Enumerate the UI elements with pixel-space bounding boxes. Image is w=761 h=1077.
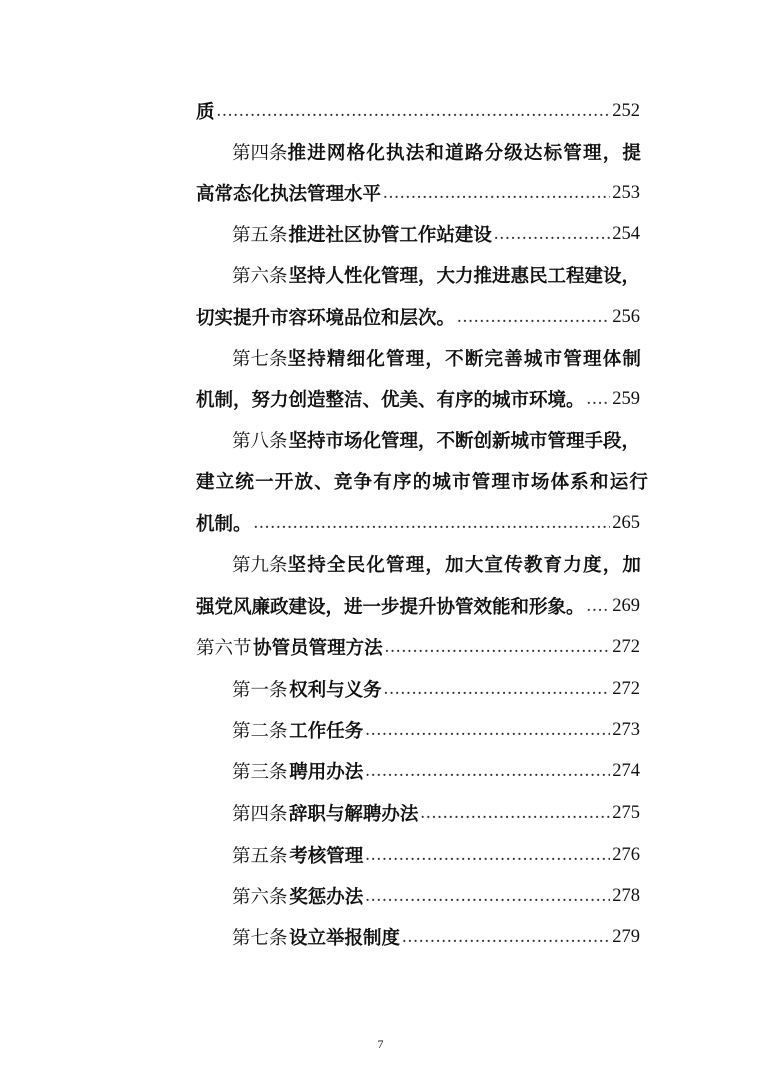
toc-leader <box>587 596 611 617</box>
toc-title: 机制。 <box>196 514 252 535</box>
toc-title: 质 <box>196 102 215 123</box>
toc-leader <box>365 761 610 782</box>
toc-line[interactable] <box>232 549 643 579</box>
toc-line[interactable] <box>232 260 640 290</box>
toc-leader <box>365 720 610 741</box>
toc-leader <box>217 101 611 122</box>
toc-line-section[interactable] <box>196 632 640 662</box>
toc-line[interactable] <box>196 508 640 538</box>
toc-title: 协管员管理方法 <box>253 638 383 659</box>
toc-line[interactable] <box>196 96 640 126</box>
toc-page: 273 <box>612 719 640 740</box>
toc-title: 坚持人性化管理，大力推进惠民工程建设， <box>288 266 640 287</box>
toc-article: 第一条 <box>232 680 288 701</box>
toc-line[interactable] <box>232 219 640 249</box>
toc-title: 机制，努力创造整洁、优美、有序的城市环境。 <box>196 390 585 411</box>
toc-page: 272 <box>612 636 640 657</box>
toc-line[interactable] <box>232 756 640 786</box>
toc-line[interactable] <box>232 715 640 745</box>
toc-article: 第九条 <box>232 555 288 576</box>
toc-line[interactable] <box>196 466 650 496</box>
toc-page: 274 <box>612 760 640 781</box>
toc-leader <box>494 224 610 245</box>
toc-article: 第五条 <box>232 225 288 246</box>
toc-page: 276 <box>612 844 640 865</box>
toc-page: 254 <box>612 223 640 244</box>
toc-article: 第六条 <box>232 266 288 287</box>
toc-title: 考核管理 <box>289 846 364 867</box>
toc-page: 275 <box>612 802 640 823</box>
toc-line[interactable] <box>196 302 640 332</box>
toc-title: 推进社区协管工作站建设 <box>288 225 492 246</box>
toc-page: 269 <box>612 595 640 616</box>
toc-leader <box>254 513 611 534</box>
toc-page: 256 <box>612 306 640 327</box>
toc-leader <box>384 679 611 700</box>
toc-title: 切实提升市容环境品位和层次。 <box>196 308 456 329</box>
toc-title: 坚持市场化管理，不断创新城市管理手段， <box>288 431 640 452</box>
toc-line[interactable] <box>232 674 640 704</box>
toc-line[interactable] <box>232 425 640 455</box>
toc-article: 第三条 <box>232 762 288 783</box>
toc-article: 第四条 <box>232 804 288 825</box>
toc-line[interactable] <box>232 137 643 167</box>
toc-title: 坚持精细化管理，不断完善城市管理体制 <box>287 349 643 370</box>
toc-title: 权利与义务 <box>289 680 382 701</box>
toc-title: 聘用办法 <box>289 762 364 783</box>
toc-article: 第四条 <box>232 143 288 164</box>
toc-leader <box>385 637 611 658</box>
toc-leader <box>365 886 610 907</box>
toc-article: 第二条 <box>232 721 288 742</box>
toc-title: 坚持全民化管理，加大宣传教育力度，加 <box>287 555 643 576</box>
toc-page: 278 <box>612 885 640 906</box>
toc-page: 279 <box>612 926 640 947</box>
toc-article: 第六条 <box>232 887 288 908</box>
toc-line[interactable] <box>232 840 640 870</box>
toc-line[interactable] <box>232 343 643 373</box>
toc-article: 第七条 <box>232 928 288 949</box>
toc-leader <box>383 183 610 204</box>
toc-line[interactable] <box>232 922 640 952</box>
toc-title: 建立统一开放、竞争有序的城市管理市场体系和运行 <box>196 472 650 493</box>
toc-leader <box>587 389 611 410</box>
toc-article: 第八条 <box>232 431 288 452</box>
toc-article: 第七条 <box>232 349 288 370</box>
toc-page: 252 <box>612 100 640 121</box>
toc-page: 272 <box>612 678 640 699</box>
toc-leader <box>365 845 610 866</box>
toc-title: 工作任务 <box>289 721 364 742</box>
toc-line[interactable] <box>196 384 640 414</box>
toc-leader <box>457 307 610 328</box>
toc-line[interactable] <box>232 798 640 828</box>
toc-title: 奖惩办法 <box>289 887 364 908</box>
toc-title: 设立举报制度 <box>288 928 400 949</box>
toc-page: 259 <box>612 388 640 409</box>
toc-leader <box>402 927 610 948</box>
toc-article: 第五条 <box>232 846 288 867</box>
toc-leader <box>420 803 610 824</box>
toc-line[interactable] <box>196 591 640 621</box>
toc-line[interactable] <box>196 178 640 208</box>
toc-line[interactable] <box>232 881 640 911</box>
page-number: 7 <box>377 1037 384 1051</box>
toc-section-label: 第六节 <box>196 638 252 659</box>
toc-title: 强党风廉政建设，进一步提升协管效能和形象。 <box>196 597 585 618</box>
toc-title: 辞职与解聘办法 <box>288 804 419 825</box>
toc-title: 高常态化执法管理水平 <box>196 184 382 205</box>
toc-title: 推进网格化执法和道路分级达标管理，提 <box>287 143 643 164</box>
toc-page: 253 <box>612 182 640 203</box>
toc-page: 265 <box>612 512 640 533</box>
